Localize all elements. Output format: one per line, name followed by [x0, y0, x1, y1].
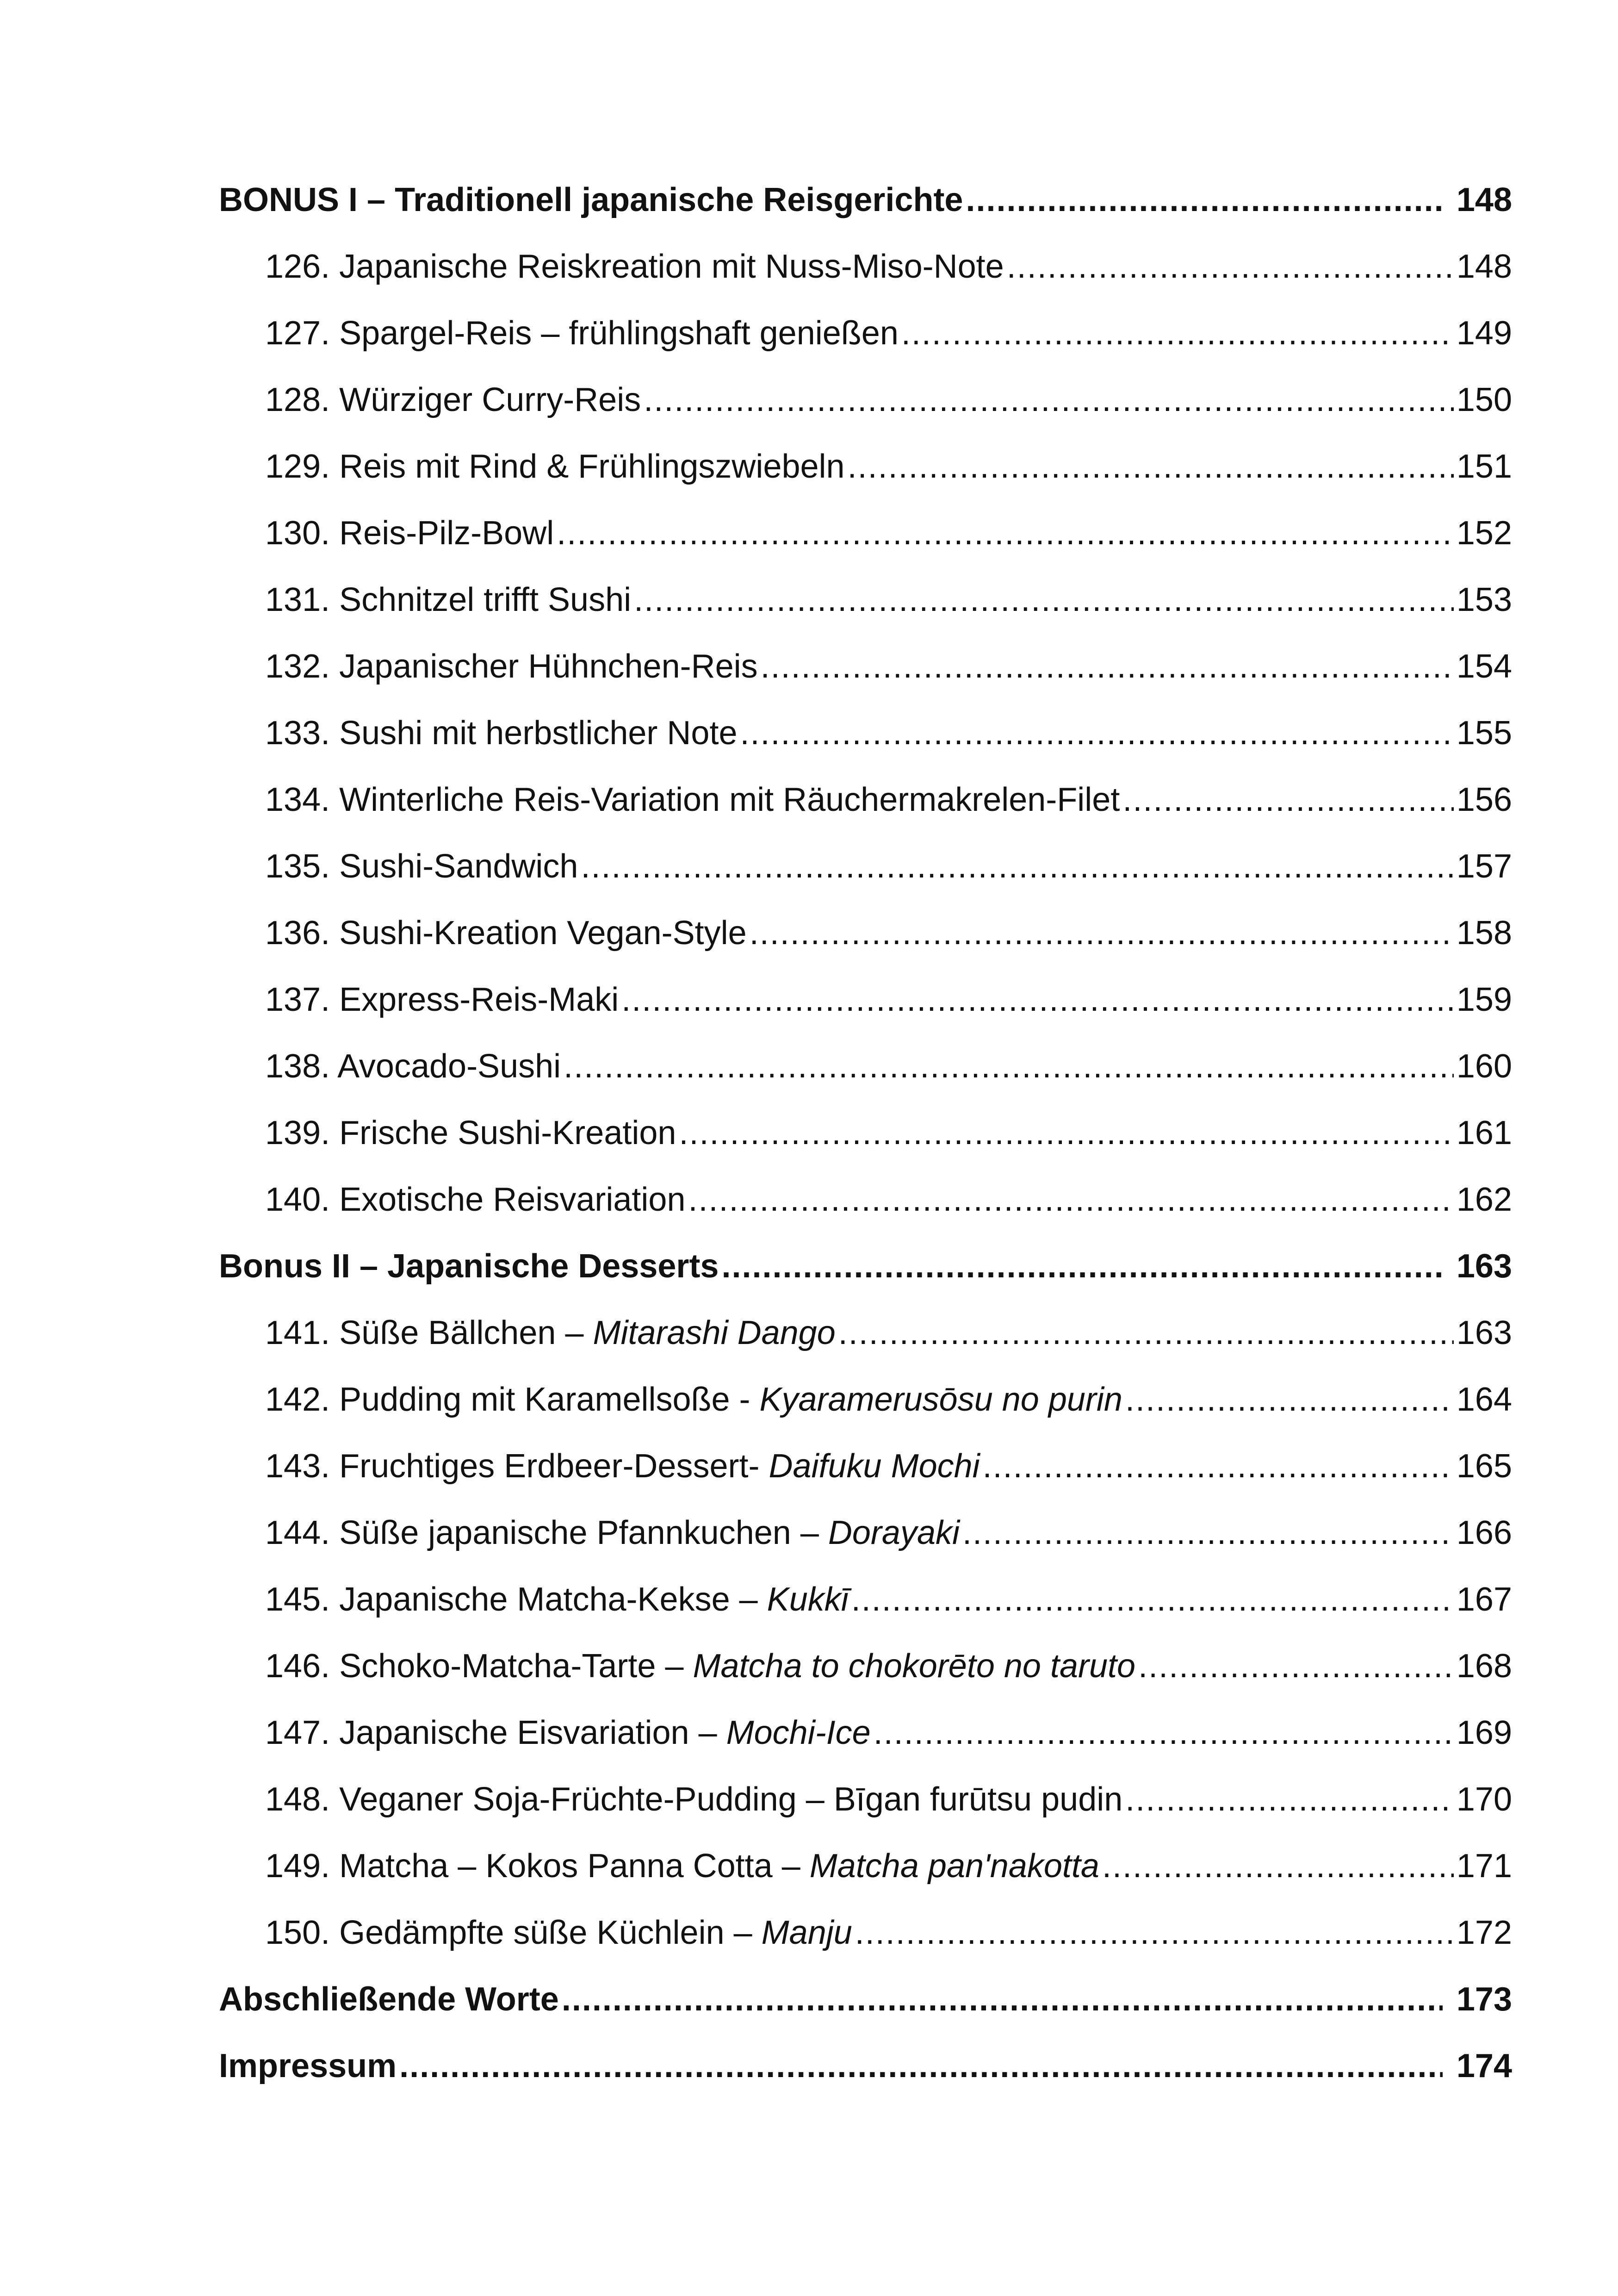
toc-title — [265, 1433, 980, 1500]
dot-leader — [1125, 1766, 1454, 1833]
toc-title — [265, 1833, 1099, 1899]
toc-title — [265, 367, 641, 433]
toc-entry-130[interactable] — [219, 500, 1512, 566]
dot-leader — [962, 1500, 1454, 1566]
toc-entry-number: 135. — [265, 848, 330, 885]
toc-page-number: 173 — [1456, 1981, 1512, 2018]
toc-entry-number: 145. — [265, 1581, 330, 1618]
toc-entry-141[interactable] — [219, 1300, 1512, 1366]
toc-entry-title: Matcha – Kokos Panna Cotta – — [339, 1848, 810, 1885]
toc-entry-140[interactable] — [219, 1166, 1512, 1233]
dot-leader — [761, 633, 1454, 700]
toc-title — [265, 500, 554, 566]
dot-leader — [562, 1966, 1443, 2033]
toc-entry-number: 140. — [265, 1181, 330, 1218]
toc-entry-japanese-name: Daifuku Mochi — [769, 1448, 980, 1485]
toc-page-number: 171 — [1456, 1848, 1512, 1885]
toc-entry-title: Japanische Reiskreation mit Nuss-Miso-Note — [339, 248, 1004, 285]
toc-entry-title: Japanische Matcha-Kekse – — [339, 1581, 767, 1618]
toc-entry-number: 141. — [265, 1314, 330, 1351]
toc-entry-137[interactable] — [219, 966, 1512, 1033]
toc-entry-title: Süße Bällchen – — [339, 1314, 593, 1351]
toc-title — [265, 900, 747, 966]
dot-leader — [564, 1033, 1454, 1100]
toc-entry-number: 138. — [265, 1048, 330, 1085]
toc-title — [265, 833, 578, 900]
dot-leader — [581, 833, 1453, 900]
toc-entry-japanese-name: Matcha pan'nakotta — [809, 1848, 1099, 1885]
toc-title — [265, 1566, 849, 1633]
toc-entry-number: 131. — [265, 581, 330, 618]
toc-entry-number: 149. — [265, 1848, 330, 1885]
toc-entry-number: 130. — [265, 515, 330, 552]
toc-page-number: 152 — [1456, 515, 1512, 552]
toc-heading-imprint[interactable] — [219, 2033, 1512, 2099]
toc-entry-132[interactable] — [219, 633, 1512, 700]
toc-entry-134[interactable] — [219, 766, 1512, 833]
toc-entry-title: Sushi-Sandwich — [339, 848, 578, 885]
toc-entry-title: Pudding mit Karamellsoße - — [339, 1381, 760, 1418]
toc-page-number: 158 — [1456, 915, 1512, 952]
toc-title — [265, 1366, 1122, 1433]
dot-leader — [1122, 766, 1454, 833]
toc-entry-129[interactable] — [219, 433, 1512, 500]
toc-title — [265, 1633, 1135, 1699]
dot-leader — [838, 1300, 1454, 1366]
toc-entry-number: 127. — [265, 315, 330, 352]
toc-page-number: 157 — [1456, 848, 1512, 885]
toc-title — [265, 1766, 1122, 1833]
toc-title — [265, 300, 899, 367]
dot-leader — [644, 367, 1454, 433]
toc-entry-number: 144. — [265, 1514, 330, 1551]
toc-entry-number: 139. — [265, 1114, 330, 1151]
toc-page-number: 174 — [1456, 2047, 1512, 2084]
toc-entry-138[interactable] — [219, 1033, 1512, 1100]
toc-entry-number: 133. — [265, 715, 330, 752]
toc-entry-139[interactable] — [219, 1100, 1512, 1166]
toc-entry-number: 147. — [265, 1714, 330, 1751]
toc-entry-title: Frische Sushi-Kreation — [339, 1114, 676, 1151]
toc-entry-japanese-name: Kukkī — [767, 1581, 849, 1618]
dot-leader — [1007, 233, 1454, 300]
dot-leader — [688, 1166, 1454, 1233]
toc-title — [265, 433, 845, 500]
toc-entry-142[interactable] — [219, 1366, 1512, 1433]
toc-page-number: 150 — [1456, 381, 1512, 418]
toc-heading-bonus-2[interactable] — [219, 1233, 1512, 1300]
toc-page-number: 164 — [1456, 1381, 1512, 1418]
toc-entry-title: Veganer Soja-Früchte-Pudding – Bīgan furūtsu pudin — [339, 1781, 1123, 1818]
toc-title — [265, 566, 631, 633]
dot-leader — [855, 1899, 1454, 1966]
dot-leader — [1102, 1833, 1454, 1899]
dot-leader — [750, 900, 1454, 966]
toc-entry-number: 132. — [265, 648, 330, 685]
toc-entry-number: 142. — [265, 1381, 330, 1418]
toc-entry-number: 148. — [265, 1781, 330, 1818]
toc-entry-title: Reis-Pilz-Bowl — [339, 515, 554, 552]
toc-page-number: 148 — [1456, 181, 1512, 218]
toc-entry-number: 136. — [265, 915, 330, 952]
toc-entry-japanese-name: Mochi-Ice — [726, 1714, 871, 1751]
toc-title — [265, 1699, 871, 1766]
toc-title — [265, 700, 738, 766]
toc-entry-147[interactable] — [219, 1699, 1512, 1766]
toc-entry-143[interactable] — [219, 1433, 1512, 1500]
toc-title — [265, 766, 1120, 833]
table-of-contents — [219, 167, 1512, 2099]
toc-entry-japanese-name: Mitarashi Dango — [593, 1314, 836, 1351]
toc-entry-number: 126. — [265, 248, 330, 285]
toc-entry-title: Express-Reis-Maki — [339, 981, 619, 1018]
toc-entry-title: Exotische Reisvariation — [339, 1181, 686, 1218]
toc-entry-number: 146. — [265, 1648, 330, 1685]
toc-title — [265, 1500, 960, 1566]
toc-entry-128[interactable] — [219, 367, 1512, 433]
dot-leader — [721, 1233, 1442, 1300]
toc-entry-135[interactable] — [219, 833, 1512, 900]
toc-entry-title: Japanischer Hühnchen-Reis — [339, 648, 758, 685]
toc-entry-japanese-name: Manju — [761, 1914, 852, 1951]
toc-page-number: 153 — [1456, 581, 1512, 618]
dot-leader — [1125, 1366, 1454, 1433]
dot-leader — [901, 300, 1454, 367]
toc-page-number: 159 — [1456, 981, 1512, 1018]
toc-entry-127[interactable] — [219, 300, 1512, 367]
toc-title — [265, 1100, 676, 1166]
toc-page-number: 163 — [1456, 1314, 1512, 1351]
toc-title — [265, 1899, 852, 1966]
toc-page-number: 167 — [1456, 1581, 1512, 1618]
toc-entry-144[interactable] — [219, 1500, 1512, 1566]
toc-title — [265, 1166, 686, 1233]
toc-page-number: 165 — [1456, 1448, 1512, 1485]
dot-leader — [679, 1100, 1453, 1166]
dot-leader — [848, 433, 1454, 500]
dot-leader — [966, 167, 1442, 233]
toc-entry-number: 137. — [265, 981, 330, 1018]
toc-page-number: 155 — [1456, 715, 1512, 752]
toc-page-number: 154 — [1456, 648, 1512, 685]
toc-entry-126[interactable] — [219, 233, 1512, 300]
toc-title: Abschließende Worte — [219, 1981, 559, 2018]
toc-entry-title: Winterliche Reis-Variation mit Räuchermakrelen-Filet — [339, 781, 1120, 818]
dot-leader — [983, 1433, 1454, 1500]
toc-page-number: 170 — [1456, 1781, 1512, 1818]
dot-leader — [557, 500, 1454, 566]
toc-entry-number: 134. — [265, 781, 330, 818]
toc-entry-title: Fruchtiges Erdbeer-Dessert- — [339, 1448, 769, 1485]
toc-page-number: 149 — [1456, 315, 1512, 352]
toc-page-number: 166 — [1456, 1514, 1512, 1551]
toc-entry-title: Spargel-Reis – frühlingshaft genießen — [339, 315, 899, 352]
toc-entry-title: Süße japanische Pfannkuchen – — [339, 1514, 828, 1551]
toc-entry-title: Japanische Eisvariation – — [339, 1714, 726, 1751]
toc-page-number: 156 — [1456, 781, 1512, 818]
toc-title — [265, 1300, 836, 1366]
toc-entry-number: 143. — [265, 1448, 330, 1485]
toc-entry-title: Würziger Curry-Reis — [339, 381, 641, 418]
toc-entry-japanese-name: Matcha to chokorēto no taruto — [693, 1648, 1136, 1685]
dot-leader — [399, 2033, 1443, 2099]
toc-entry-title: Sushi mit herbstlicher Note — [339, 715, 738, 752]
toc-entry-title: Schnitzel trifft Sushi — [339, 581, 632, 618]
toc-page-number: 151 — [1456, 448, 1512, 485]
toc-entry-number: 129. — [265, 448, 330, 485]
toc-page-number: 163 — [1456, 1248, 1512, 1285]
toc-title — [265, 1033, 561, 1100]
toc-entry-131[interactable] — [219, 566, 1512, 633]
toc-title — [265, 966, 619, 1033]
toc-entry-number: 128. — [265, 381, 330, 418]
toc-entry-japanese-name: Kyaramerusōsu no purin — [759, 1381, 1122, 1418]
toc-page-number: 148 — [1456, 248, 1512, 285]
toc-entry-title: Schoko-Matcha-Tarte – — [339, 1648, 693, 1685]
toc-entry-title: Sushi-Kreation Vegan-Style — [339, 915, 747, 952]
toc-heading-bonus-1[interactable] — [219, 167, 1512, 233]
toc-entry-150[interactable] — [219, 1899, 1512, 1966]
toc-entry-number: 150. — [265, 1914, 330, 1951]
toc-page-number: 161 — [1456, 1114, 1512, 1151]
dot-leader — [1138, 1633, 1454, 1699]
toc-title: Bonus II – Japanische Desserts — [219, 1248, 719, 1285]
toc-entry-136[interactable] — [219, 900, 1512, 966]
toc-page-number: 160 — [1456, 1048, 1512, 1085]
toc-page-number: 169 — [1456, 1714, 1512, 1751]
dot-leader — [621, 966, 1454, 1033]
toc-entry-133[interactable] — [219, 700, 1512, 766]
toc-entry-146[interactable] — [219, 1633, 1512, 1699]
dot-leader — [851, 1566, 1454, 1633]
toc-entry-title: Avocado-Sushi — [337, 1048, 561, 1085]
dot-leader — [874, 1699, 1454, 1766]
toc-entry-japanese-name: Dorayaki — [828, 1514, 960, 1551]
toc-entry-149[interactable] — [219, 1833, 1512, 1899]
toc-heading-closing-words[interactable] — [219, 1966, 1512, 2033]
toc-title: Impressum — [219, 2047, 397, 2084]
toc-title: BONUS I – Traditionell japanische Reisgerichte — [219, 181, 963, 218]
toc-page-number: 172 — [1456, 1914, 1512, 1951]
dot-leader — [634, 566, 1454, 633]
toc-entry-title: Reis mit Rind & Frühlingszwiebeln — [339, 448, 845, 485]
toc-page-number: 162 — [1456, 1181, 1512, 1218]
toc-entry-148[interactable] — [219, 1766, 1512, 1833]
toc-page-number: 168 — [1456, 1648, 1512, 1685]
toc-entry-145[interactable] — [219, 1566, 1512, 1633]
toc-title — [265, 633, 758, 700]
toc-title — [265, 233, 1004, 300]
dot-leader — [740, 700, 1454, 766]
toc-entry-title: Gedämpfte süße Küchlein – — [339, 1914, 762, 1951]
